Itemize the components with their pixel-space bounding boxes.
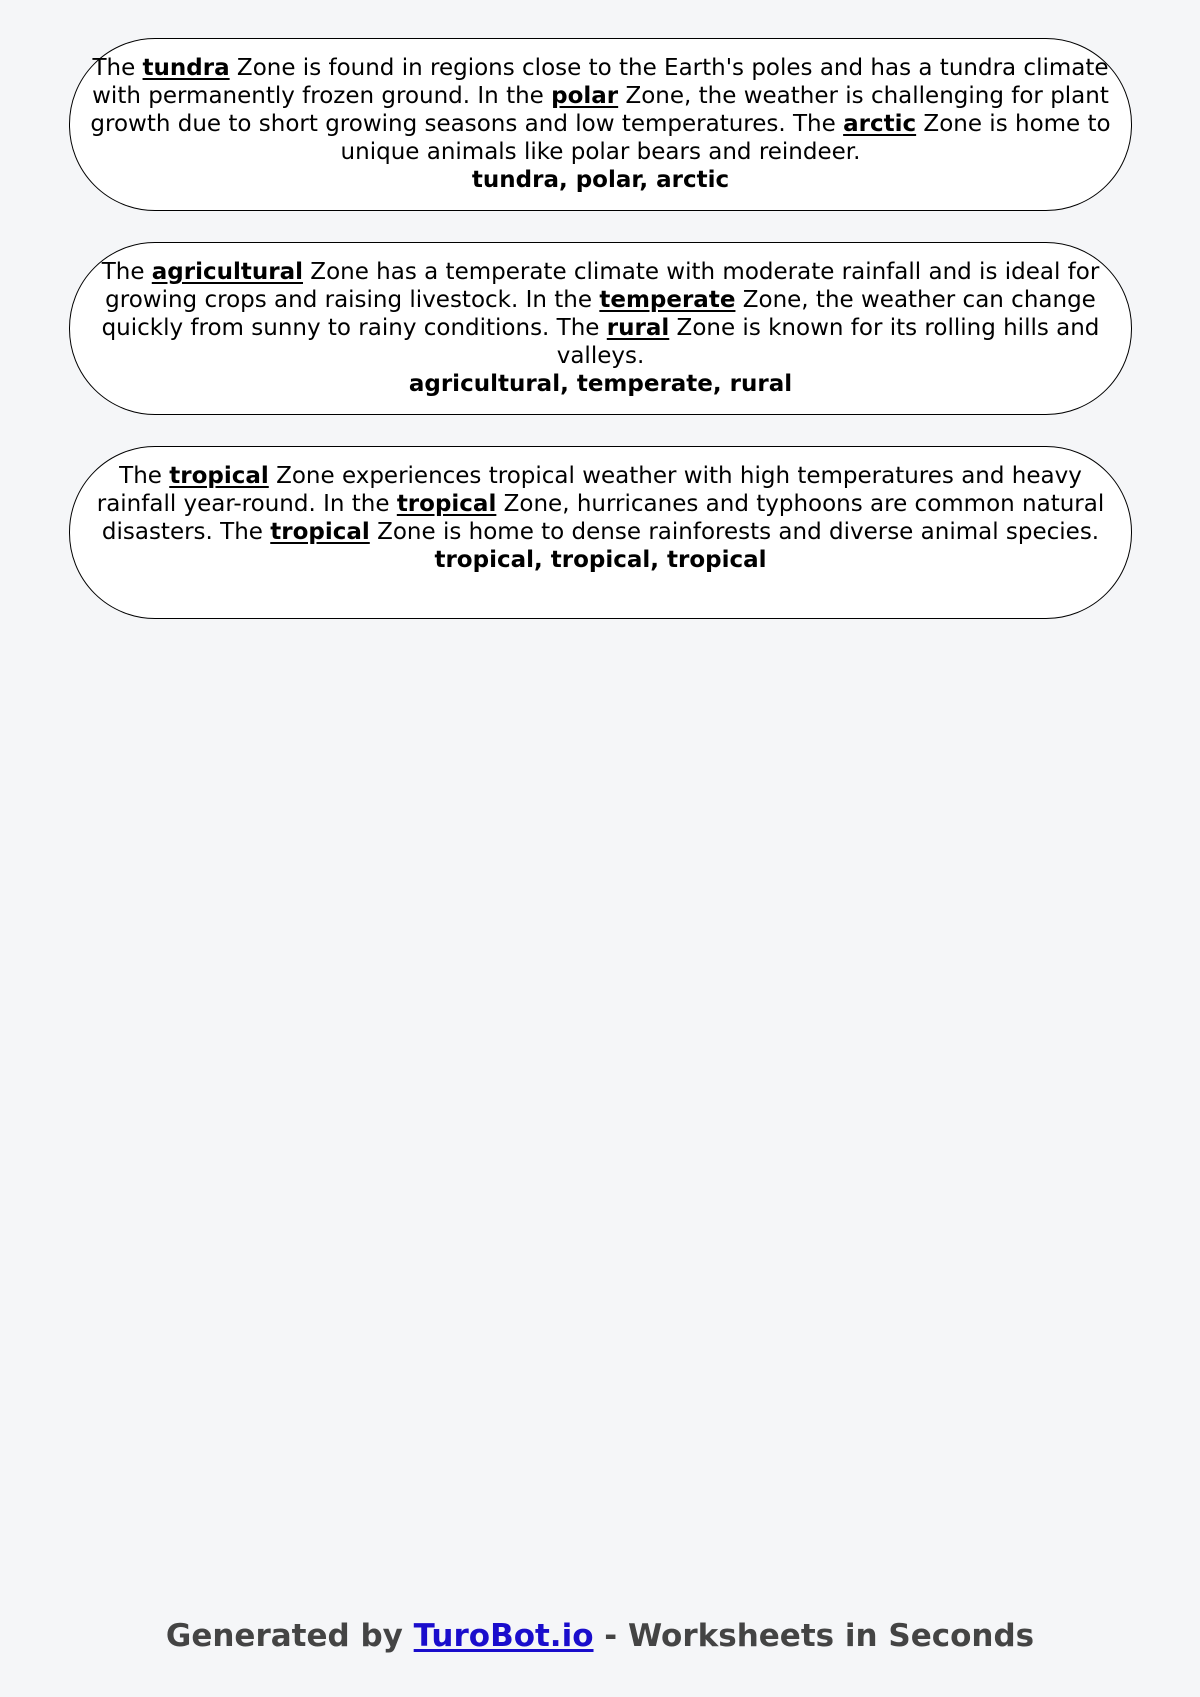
answer-key: agricultural, temperate, rural [408, 371, 793, 397]
question-passage: The tropical Zone experiences tropical weather with high temperatures and heavy rainfall year-round. In the tropical Zone, hurricanes and typhoons are common natural disasters. The tropical Zone is home to dense rainforests and diverse animal species. [96, 463, 1105, 545]
answer-word: agricultural [151, 259, 303, 285]
answer-word: tropical [396, 491, 497, 517]
question-card [69, 446, 1132, 619]
turobot-link[interactable]: TuroBot.io [413, 1618, 594, 1654]
answer-key: tundra, polar, arctic [471, 167, 730, 193]
answer-word: arctic [843, 111, 917, 137]
answer-word: rural [606, 315, 670, 341]
question-card [69, 38, 1132, 211]
footer-credit: Generated by TuroBot.io - Worksheets in Seconds [165, 1618, 1035, 1654]
answer-word: tundra [142, 55, 230, 81]
answer-word: tropical [270, 519, 370, 545]
question-passage: The tundra Zone is found in regions close to the Earth's poles and has a tundra climate with permanently frozen ground. In the polar Zone, the weather is challenging for plant growth due to short growing seasons and low temperatures. The arctic Zone is home to unique animals like polar bears and reindeer. [90, 55, 1111, 165]
answer-key: tropical, tropical, tropical [434, 547, 767, 573]
answer-word: tropical [169, 463, 269, 489]
answer-word: temperate [599, 287, 736, 313]
question-card [69, 242, 1132, 415]
answer-word: polar [551, 83, 619, 109]
worksheet-cards [69, 38, 1132, 650]
question-passage: The agricultural Zone has a temperate climate with moderate rainfall and is ideal for growing crops and raising livestock. In the temperate Zone, the weather can change quickly from sunny to rainy conditions. The rural Zone is known for its rolling hills and valleys. [101, 259, 1100, 369]
